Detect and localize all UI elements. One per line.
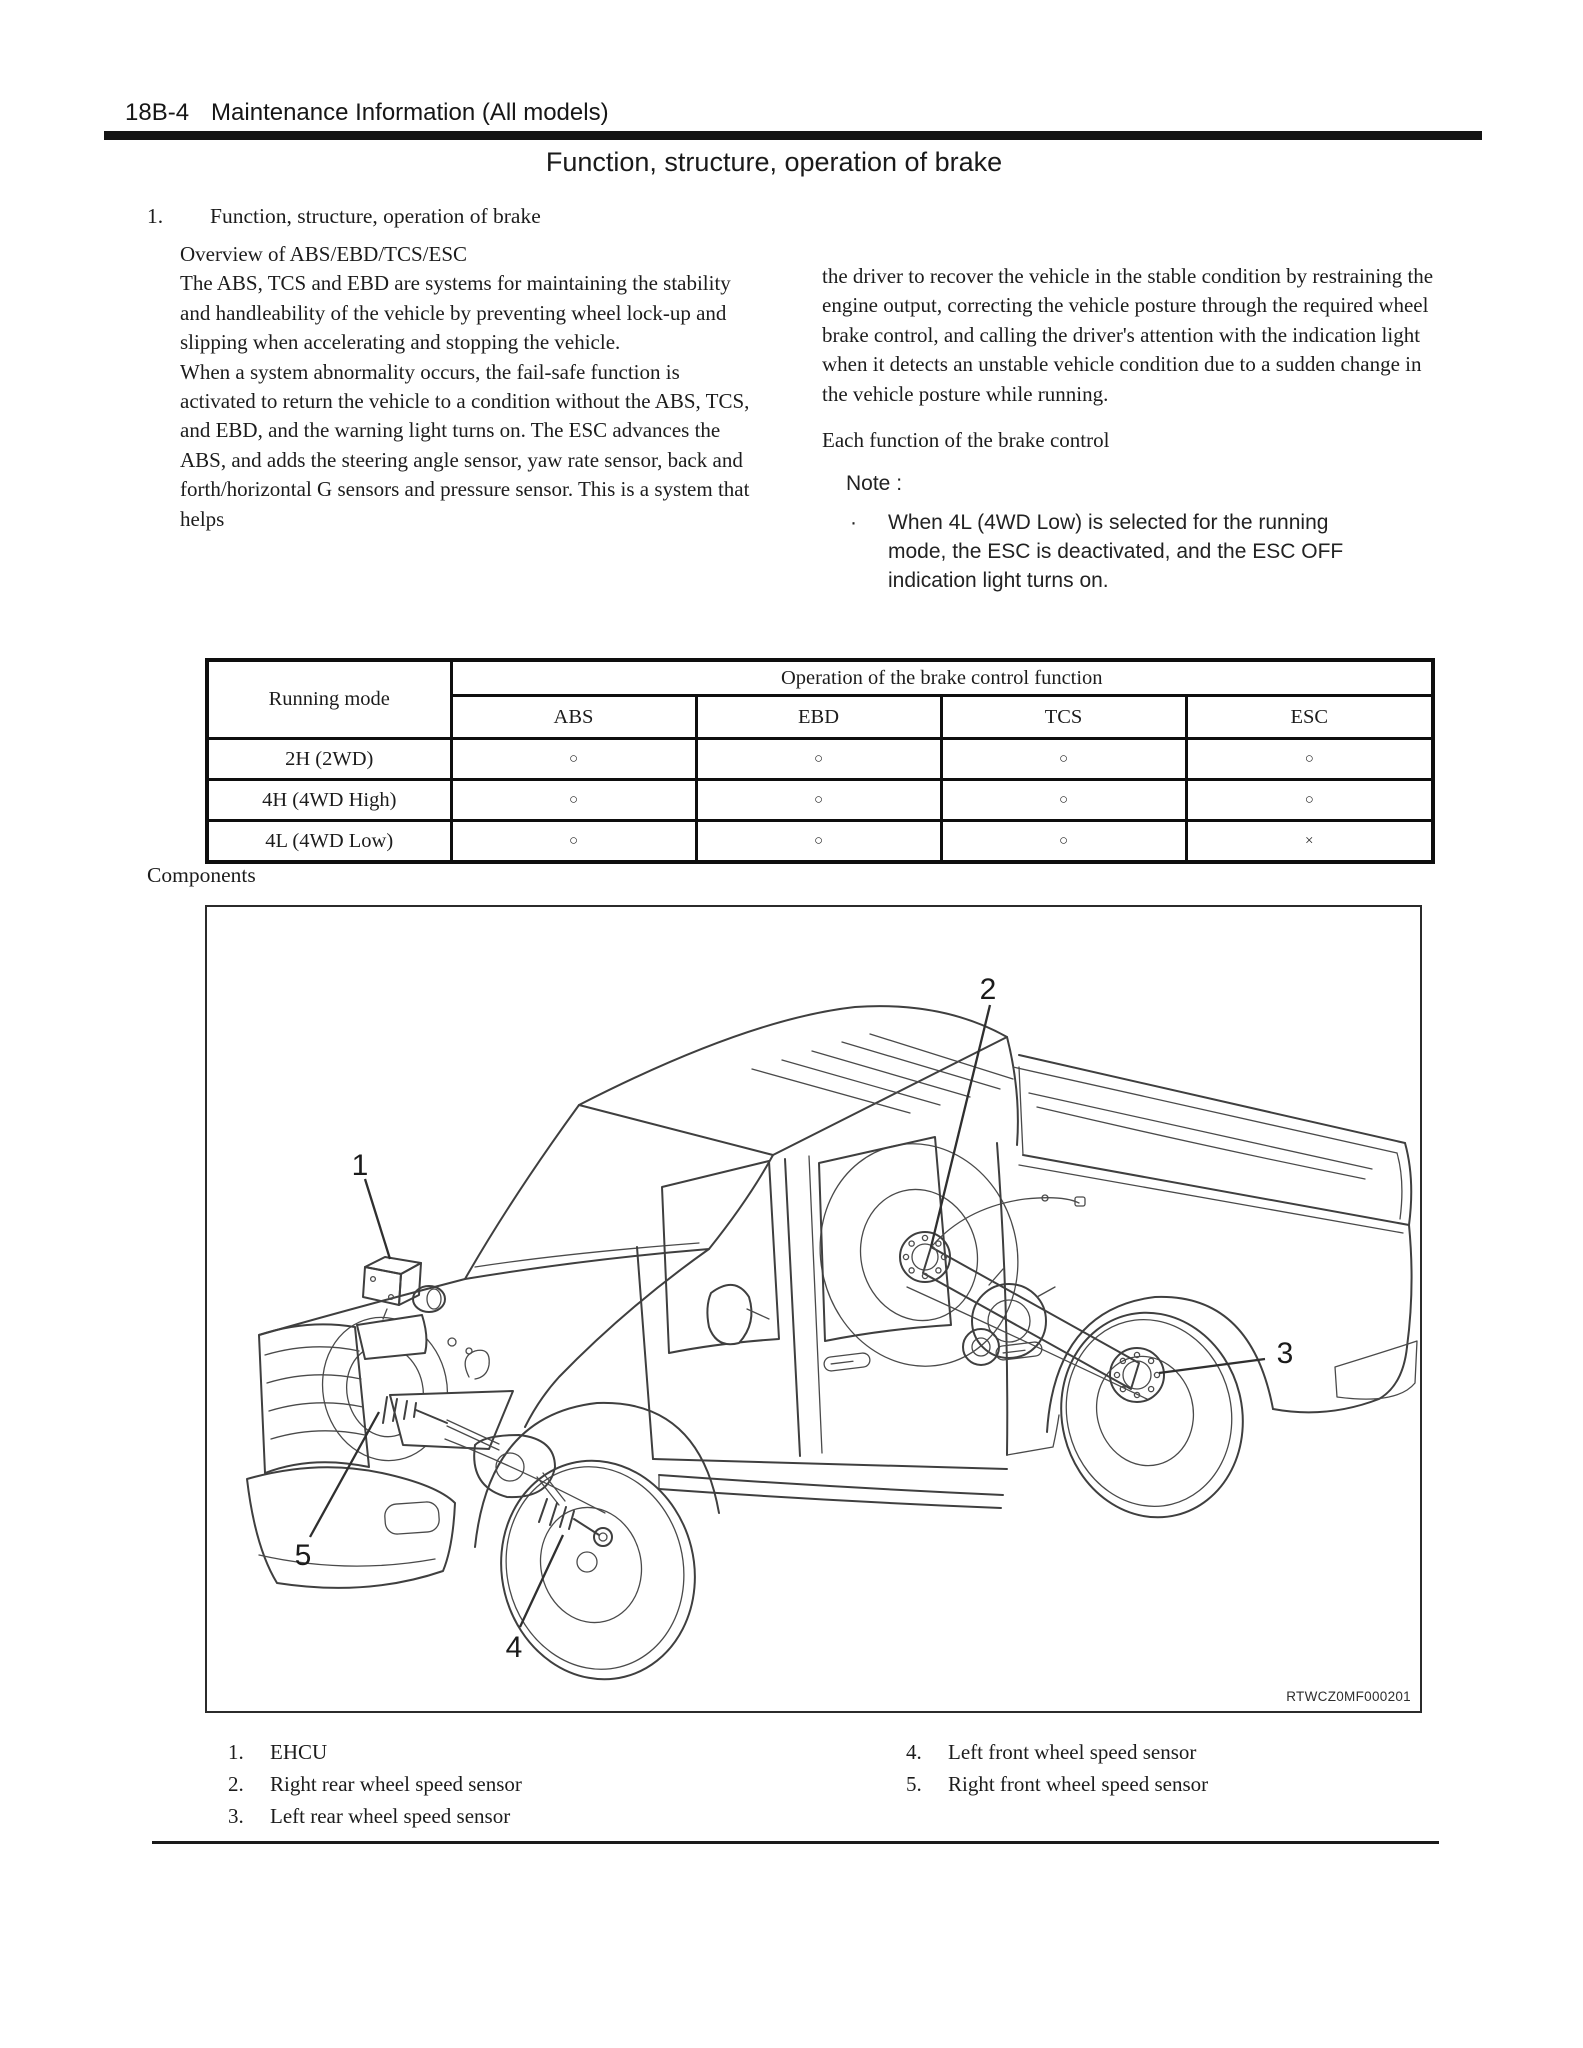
row-mode: 4H (4WD High)	[207, 780, 451, 821]
legend-item	[228, 1800, 522, 1832]
overview-subheading: Overview of ABS/EBD/TCS/ESC	[180, 242, 468, 266]
cell-value: ○	[1186, 739, 1433, 780]
page-header	[125, 99, 609, 127]
cell-value: ○	[451, 821, 696, 863]
col-header-esc: ESC	[1186, 696, 1433, 739]
cell-value: ○	[696, 780, 941, 821]
brake-control-table	[205, 658, 1435, 864]
legend-num: 1.	[228, 1740, 244, 1764]
col-header-abs: ABS	[451, 696, 696, 739]
side-mirror	[707, 1285, 751, 1344]
legend-text: Right front wheel speed sensor	[948, 1772, 1209, 1796]
legend-item	[228, 1736, 522, 1768]
legend-text: Left rear wheel speed sensor	[270, 1804, 511, 1828]
cell-value: ○	[941, 821, 1186, 863]
callout-2: 2	[979, 973, 997, 1006]
section-heading	[147, 204, 541, 229]
callout-3: 3	[1276, 1337, 1294, 1370]
col-header-tcs: TCS	[941, 696, 1186, 739]
section-code: 18B-4	[125, 99, 190, 126]
components-figure	[205, 905, 1422, 1713]
cell-value: ○	[451, 780, 696, 821]
legend-item	[906, 1768, 1208, 1800]
left-paragraph-1: The ABS, TCS and EBD are systems for maintaining the stability and handleability of the vehicle by preventing wheel lock-up and slipping when accelerating and stopping the vehicle.	[180, 271, 731, 355]
cell-value: ○	[1186, 780, 1433, 821]
left-paragraph-2: When a system abnormality occurs, the fail-safe function is activated to return the vehicle to a condition without the ABS, TCS, and EBD, and the warning light turns on. The ESC advances the ABS, and adds the steering angle sensor, yaw rate sensor, back and forth/horizontal G sensors and pressure sensor. This is a system that helps	[180, 359, 750, 531]
left-column	[180, 240, 750, 534]
components-label: Components	[147, 863, 256, 887]
legend-item	[228, 1768, 522, 1800]
cell-value: ×	[1186, 821, 1433, 863]
legend-num: 3.	[228, 1804, 244, 1828]
bullet-marker: ·	[850, 510, 857, 534]
table-group-header: Operation of the brake control function	[451, 660, 1433, 696]
figure-code: RTWCZ0MF000201	[1286, 1689, 1411, 1704]
right-paragraph-2: Each function of the brake control	[822, 428, 1110, 453]
right-column	[822, 262, 1442, 595]
truck-body	[247, 1006, 1417, 1588]
callout-5: 5	[294, 1539, 312, 1572]
header-title: Maintenance Information (All models)	[211, 99, 609, 126]
cell-value: ○	[941, 739, 1186, 780]
callout-1: 1	[351, 1149, 369, 1182]
table-row	[207, 739, 1433, 780]
header-rule	[104, 131, 1482, 140]
legend-num: 4.	[906, 1740, 922, 1764]
section-heading-text: Function, structure, operation of brake	[210, 204, 541, 228]
page-title: Function, structure, operation of brake	[545, 147, 1003, 177]
table-corner-header: Running mode	[207, 660, 451, 739]
callout-4: 4	[505, 1631, 523, 1664]
rear-left-wheel	[1040, 1293, 1264, 1536]
truck-diagram	[207, 907, 1420, 1711]
legend-text: Right rear wheel speed sensor	[270, 1772, 522, 1796]
legend-text: Left front wheel speed sensor	[948, 1740, 1197, 1764]
note-bullet-text: When 4L (4WD Low) is selected for the running mode, the ESC is deactivated, and the ESC OFF indication light turns on.	[888, 510, 1344, 592]
legend-item	[906, 1736, 1208, 1768]
cell-value: ○	[696, 821, 941, 863]
cell-value: ○	[451, 739, 696, 780]
table-row	[207, 821, 1433, 863]
right-paragraph-1: the driver to recover the vehicle in the stable condition by restraining the engine output, correcting the vehicle posture through the required wheel brake control, and calling the driver's attention with the indication light when it detects an unstable vehicle condition due to a sudden change in the vehicle posture while running.	[822, 264, 1434, 406]
col-header-ebd: EBD	[696, 696, 941, 739]
cell-value: ○	[941, 780, 1186, 821]
section-number: 1.	[147, 204, 164, 228]
legend-num: 5.	[906, 1772, 922, 1796]
row-mode: 4L (4WD Low)	[207, 821, 451, 863]
legend-text: EHCU	[270, 1740, 328, 1764]
note-bullet-item	[846, 508, 1442, 595]
rear-sensor-wire	[933, 1198, 1079, 1245]
note-label: Note :	[846, 472, 903, 496]
row-mode: 2H (2WD)	[207, 739, 451, 780]
bottom-rule	[152, 1841, 1439, 1844]
table-row	[207, 780, 1433, 821]
legend-num: 2.	[228, 1772, 244, 1796]
door-handle-front	[823, 1352, 870, 1372]
cell-value: ○	[696, 739, 941, 780]
